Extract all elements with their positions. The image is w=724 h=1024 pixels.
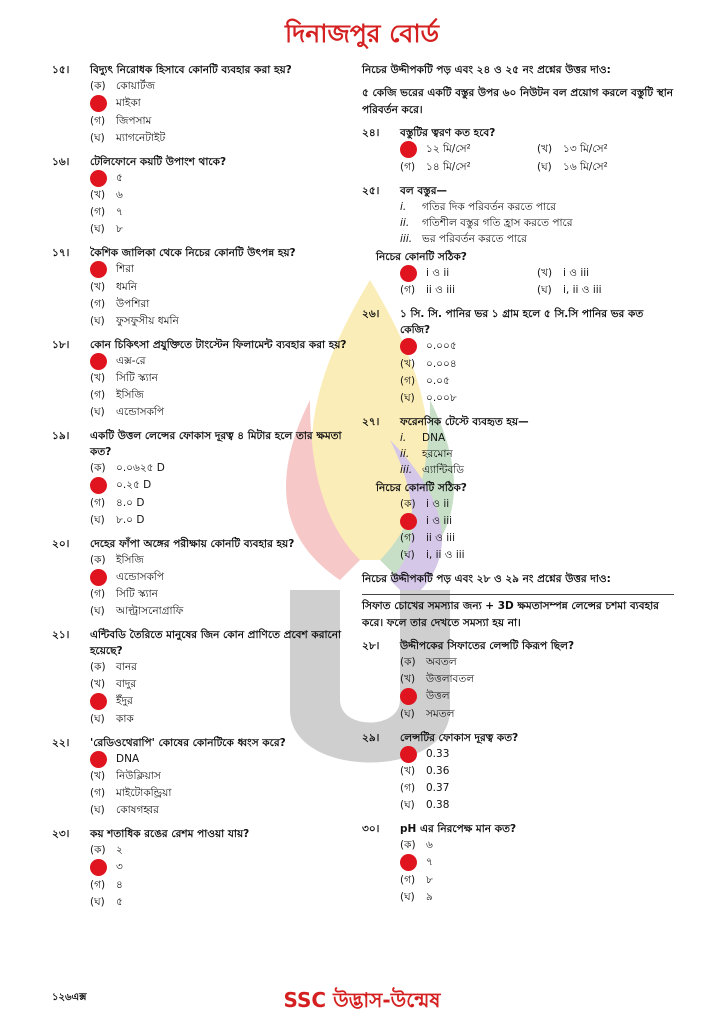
option-letter xyxy=(90,569,116,587)
option-letter: (গ) xyxy=(90,297,106,310)
question-block xyxy=(52,428,354,529)
question-block xyxy=(52,337,354,422)
statement-numeral: iii. xyxy=(400,463,413,476)
statement-numeral: iii. xyxy=(400,232,413,245)
question-number: ১৬। xyxy=(52,155,70,168)
option-text: i, ii ও iii xyxy=(426,549,465,561)
question-text: দেহের ফাঁপা অঙ্গের পরীক্ষায় কোনটি ব্যবহার হয়? xyxy=(90,537,295,550)
question-number: ২২। xyxy=(52,736,70,749)
option-letter: (ঘ) xyxy=(90,131,105,144)
correct-answer-dot xyxy=(90,569,107,586)
answer-option[interactable] xyxy=(537,282,674,299)
option-letter: (ঘ) xyxy=(400,799,415,811)
option-text: i ও ii xyxy=(426,266,450,279)
option-letter xyxy=(400,338,426,356)
page-code: ১২৬এক্স xyxy=(52,992,87,1003)
options-list xyxy=(362,746,674,815)
statements xyxy=(362,199,674,247)
answer-option[interactable] xyxy=(362,547,674,564)
answer-option[interactable] xyxy=(52,512,354,529)
question-number: ২০। xyxy=(52,537,70,550)
statement-text: DNA xyxy=(422,431,446,444)
answer-option[interactable] xyxy=(52,768,354,785)
option-text: ৮ xyxy=(116,223,123,235)
option-letter: (ঘ) xyxy=(400,707,415,720)
option-letter xyxy=(400,746,426,764)
stimulus-text: সিফাত চোখের সমস্যার জন্য + 3D ক্ষমতাসম্পন্ন লেন্সের চশমা ব্যবহার করে। ফলে তার দেখতে সমস্যা হয় না। xyxy=(362,594,674,632)
question-number: ২৭। xyxy=(362,415,380,428)
option-text: ৮.০ D xyxy=(116,513,145,526)
answer-option[interactable] xyxy=(52,370,354,387)
option-text: উত্তল xyxy=(426,690,450,703)
option-text: i ও iii xyxy=(426,514,453,527)
correct-answer-dot xyxy=(90,170,107,187)
correct-answer-dot xyxy=(90,95,107,112)
option-letter: (ঘ) xyxy=(400,890,415,903)
option-letter: (ঘ) xyxy=(90,406,105,418)
option-letter xyxy=(90,859,116,877)
answer-option[interactable] xyxy=(362,496,674,513)
option-text: ৬ xyxy=(116,189,123,201)
option-text: কাক xyxy=(116,712,134,725)
answer-option[interactable] xyxy=(52,279,354,296)
option-letter: (ঘ) xyxy=(90,605,105,617)
answer-option[interactable] xyxy=(52,170,354,188)
answer-option[interactable] xyxy=(52,603,354,620)
option-letter: (খ) xyxy=(400,765,416,777)
answer-option[interactable] xyxy=(362,390,674,407)
options-list xyxy=(362,837,674,906)
footer-brand: SSC উদ্ভাস-উন্মেষ xyxy=(283,988,441,1012)
answer-option[interactable] xyxy=(362,671,674,688)
option-text: ২ xyxy=(116,844,123,856)
statement-text: গতিশীল বস্তুর গতি হ্রাস করতে পারে xyxy=(422,216,573,229)
option-text: সিটি স্ক্যান xyxy=(116,588,158,600)
question-block xyxy=(52,62,354,147)
option-letter xyxy=(90,261,116,279)
option-letter: (ঘ) xyxy=(90,223,105,235)
question-number: ২৬। xyxy=(362,308,380,320)
answer-option[interactable] xyxy=(400,159,537,176)
answer-option[interactable] xyxy=(362,688,674,706)
option-text: ০.০০৮ xyxy=(426,391,457,404)
option-text: ধমনি xyxy=(116,280,137,293)
option-text: 0.38 xyxy=(426,799,450,811)
statement xyxy=(362,446,674,462)
option-text: DNA xyxy=(116,752,140,765)
option-letter: (খ) xyxy=(90,280,106,293)
answer-option[interactable] xyxy=(52,313,354,330)
question-28 xyxy=(362,638,674,723)
answer-option[interactable] xyxy=(362,763,674,780)
answer-option[interactable] xyxy=(52,95,354,113)
answer-option[interactable] xyxy=(52,78,354,95)
option-letter: (গ) xyxy=(400,873,416,886)
question-text: একটি উত্তল লেন্সের ফোকাস দূরত্ব ৪ মিটার হলে তার ক্ষমতা কত? xyxy=(90,430,342,458)
option-letter: (ক) xyxy=(90,462,106,474)
option-text: মাইকা xyxy=(116,97,141,110)
option-letter: (গ) xyxy=(90,114,106,127)
option-text: ৪ xyxy=(116,878,123,891)
option-letter xyxy=(90,477,116,495)
option-letter: (খ) xyxy=(400,673,416,685)
option-text: মাইটোকন্ড্রিয়া xyxy=(116,787,172,799)
option-letter: (গ) xyxy=(90,496,106,509)
question-number: ২৮। xyxy=(362,640,380,652)
option-text: ৯ xyxy=(426,890,433,903)
options-grid xyxy=(362,265,674,300)
option-letter xyxy=(400,854,426,872)
option-letter: (খ) xyxy=(90,770,106,782)
option-letter: (ক) xyxy=(90,80,106,92)
option-text: i ও iii xyxy=(563,266,590,279)
statement-numeral: ii. xyxy=(400,216,410,229)
option-text: জিপসাম xyxy=(116,114,152,127)
option-text: ১২ মি/সে² xyxy=(426,143,471,156)
answer-option[interactable] xyxy=(52,460,354,477)
option-letter xyxy=(90,170,116,188)
option-letter: (গ) xyxy=(90,787,106,799)
answer-option[interactable] xyxy=(52,552,354,569)
answer-option[interactable] xyxy=(52,221,354,238)
question-text: বিদ্যুৎ নিরোধক হিসাবে কোনটি ব্যবহার করা হয়? xyxy=(90,64,292,76)
answer-option[interactable] xyxy=(52,693,354,711)
question-24 xyxy=(362,125,674,176)
option-text: ১৩ মি/সে² xyxy=(563,143,608,156)
question-text: এন্টিবডি তৈরিতে মানুষের জিন কোন প্রাণিতে প্রবেশ করানো হয়েছে? xyxy=(90,629,342,657)
option-letter: (খ) xyxy=(537,143,553,156)
answer-option[interactable] xyxy=(52,659,354,676)
question-block xyxy=(52,627,354,728)
correct-answer-dot xyxy=(400,746,417,763)
option-text: ০.০০৫ xyxy=(426,340,457,353)
option-letter: (ঘ) xyxy=(90,895,105,908)
answer-option[interactable] xyxy=(537,141,674,159)
option-text: ৭ xyxy=(426,856,433,869)
option-text: ৭ xyxy=(116,206,123,218)
statements xyxy=(362,430,674,478)
option-text: কোয়ার্টজ xyxy=(116,80,155,92)
option-letter: (ঘ) xyxy=(90,804,105,816)
answer-option[interactable] xyxy=(52,711,354,728)
option-letter: (গ) xyxy=(400,782,416,794)
answer-option[interactable] xyxy=(52,586,354,603)
question-text: কয় শতাধিক রঙের রেশম পাওয়া যায়? xyxy=(90,828,250,840)
option-letter: (গ) xyxy=(400,374,416,387)
option-text: উপশিরা xyxy=(116,297,150,310)
statement xyxy=(362,231,674,247)
question-text: ফরেনসিক টেস্টে ব্যবহৃত হয়— xyxy=(400,415,529,428)
option-letter: (ক) xyxy=(90,661,106,673)
statement-text: হরমোন xyxy=(422,447,453,460)
sub-question: নিচের কোনটি সঠিক? xyxy=(376,250,467,263)
question-27 xyxy=(362,414,674,565)
option-letter: (গ) xyxy=(90,878,106,891)
answer-option[interactable] xyxy=(362,530,674,547)
statement-text: এ্যান্টিবডি xyxy=(422,463,464,476)
question-text: pH এর নিরপেক্ষ মান কত? xyxy=(400,823,517,835)
answer-option[interactable] xyxy=(362,780,674,797)
question-number: ১৫। xyxy=(52,64,70,76)
question-number: ২৫। xyxy=(362,184,380,197)
question-text: টেলিফোনে কয়টি উপাংশ থাকে? xyxy=(90,155,227,168)
option-text: ফুসফুসীয় ধমনি xyxy=(116,314,179,327)
answer-option[interactable] xyxy=(362,373,674,390)
option-letter: (ঘ) xyxy=(537,160,552,173)
option-letter xyxy=(90,751,116,769)
answer-option[interactable] xyxy=(52,353,354,371)
option-text: বাদুর xyxy=(116,678,137,690)
option-letter: (গ) xyxy=(90,206,106,218)
option-letter xyxy=(400,141,426,159)
answer-option[interactable] xyxy=(52,877,354,894)
question-number: ২৪। xyxy=(362,127,380,139)
options-list xyxy=(362,654,674,723)
option-letter: (খ) xyxy=(90,189,106,201)
statement-numeral: ii. xyxy=(400,447,410,460)
option-letter: (খ) xyxy=(537,266,553,279)
correct-answer-dot xyxy=(400,513,417,530)
question-text: উদ্দীপকের সিফাতের লেন্সটি কিরূপ ছিল? xyxy=(400,640,575,652)
answer-option[interactable] xyxy=(362,513,674,531)
left-column xyxy=(52,62,354,918)
answer-option[interactable] xyxy=(52,296,354,313)
option-text: i ও ii xyxy=(426,497,450,510)
question-number: ১৮। xyxy=(52,338,70,351)
question-29 xyxy=(362,730,674,815)
answer-option[interactable] xyxy=(400,265,537,283)
statement-text: গতির দিক পরিবর্তন করতে পারে xyxy=(422,200,557,213)
option-letter: (ক) xyxy=(400,656,416,668)
options-list xyxy=(362,338,674,407)
answer-option[interactable] xyxy=(52,404,354,421)
option-text: বানর xyxy=(116,661,137,673)
option-text: এন্ডোসকপি xyxy=(116,570,165,583)
option-text: অবতল xyxy=(426,656,457,668)
question-number: ২১। xyxy=(52,629,70,641)
option-text: ১৬ মি/সে² xyxy=(563,160,608,173)
option-letter: (খ) xyxy=(90,372,106,384)
correct-answer-dot xyxy=(90,751,107,768)
answer-option[interactable] xyxy=(52,569,354,587)
answer-option[interactable] xyxy=(362,706,674,723)
correct-answer-dot xyxy=(400,854,417,871)
option-letter xyxy=(400,265,426,283)
answer-option[interactable] xyxy=(537,159,674,176)
option-letter: (ক) xyxy=(400,497,416,510)
option-letter: (ঘ) xyxy=(90,314,105,327)
option-letter: (গ) xyxy=(400,284,416,296)
option-text: কোষগহ্বর xyxy=(116,804,159,816)
option-letter xyxy=(90,95,116,113)
option-text: 0.37 xyxy=(426,782,450,794)
stimulus-intro: নিচের উদ্দীপকটি পড় এবং ২৪ ও ২৫ নং প্রশ্নের উত্তর দাও: xyxy=(362,64,611,76)
sub-question: নিচের কোনটি সঠিক? xyxy=(376,481,467,494)
answer-option[interactable] xyxy=(362,889,674,906)
correct-answer-dot xyxy=(400,338,417,355)
correct-answer-dot xyxy=(400,688,417,705)
answer-option[interactable] xyxy=(52,894,354,911)
question-26 xyxy=(362,306,674,407)
answer-option[interactable] xyxy=(52,477,354,495)
statement-text: ভর পরিবর্তন করতে পারে xyxy=(422,232,527,245)
answer-option[interactable] xyxy=(362,356,674,373)
statement xyxy=(362,462,674,478)
answer-option[interactable] xyxy=(362,797,674,814)
option-letter xyxy=(400,513,426,531)
option-letter xyxy=(90,353,116,371)
correct-answer-dot xyxy=(90,261,107,278)
option-text: ৩ xyxy=(116,861,123,874)
answer-option[interactable] xyxy=(52,113,354,130)
question-block xyxy=(52,735,354,820)
answer-option[interactable] xyxy=(52,842,354,859)
answer-option[interactable] xyxy=(400,141,537,159)
question-block xyxy=(52,245,354,330)
page-title: দিনাজপুর বোর্ড xyxy=(285,19,439,48)
correct-answer-dot xyxy=(90,477,107,494)
question-text: বল বস্তুর— xyxy=(400,184,447,197)
option-letter: (ঘ) xyxy=(90,712,105,725)
answer-option[interactable] xyxy=(52,802,354,819)
answer-option[interactable] xyxy=(52,676,354,693)
option-letter: (ক) xyxy=(90,553,106,566)
correct-answer-dot xyxy=(400,141,417,158)
option-text: এক্স-রে xyxy=(116,354,146,367)
question-block xyxy=(52,536,354,621)
correct-answer-dot xyxy=(90,693,107,710)
question-25 xyxy=(362,183,674,300)
option-text: 0.36 xyxy=(426,765,450,777)
question-text: ১ সি. সি. পানির ভর ১ গ্রাম হলে ৫ সি.সি পানির ভর কত কেজি? xyxy=(400,308,644,336)
option-text: ইসিজি xyxy=(116,389,144,401)
statement-numeral: i. xyxy=(400,200,407,213)
question-block xyxy=(52,154,354,239)
question-30 xyxy=(362,821,674,906)
option-text: ০.০৬২৫ D xyxy=(116,462,165,474)
stimulus-text: ৫ কেজি ভরের একটি বস্তুর উপর ৬০ নিউটন বল প্রয়োগ করলে বস্তুটি স্থান পরিবর্তন করে। xyxy=(362,87,674,116)
option-text: ইঁদুর xyxy=(116,695,133,708)
statement xyxy=(362,430,674,446)
option-letter: (ঘ) xyxy=(400,391,415,404)
option-text: ৫ xyxy=(116,171,123,184)
option-text: ii ও iii xyxy=(426,284,455,296)
answer-option[interactable] xyxy=(537,265,674,283)
option-letter: (খ) xyxy=(400,357,416,370)
option-text: ০.০০৪ xyxy=(426,357,457,370)
option-text: ৬ xyxy=(426,839,433,851)
option-text: নিউক্লিয়াস xyxy=(116,770,161,782)
question-number: ১৭। xyxy=(52,247,70,259)
option-letter xyxy=(400,688,426,706)
statement-numeral: i. xyxy=(400,431,407,444)
answer-option[interactable] xyxy=(362,872,674,889)
options-list xyxy=(362,496,674,565)
stimulus-intro: নিচের উদ্দীপকটি পড় এবং ২৮ ও ২৯ নং প্রশ্নের উত্তর দাও: xyxy=(362,573,611,585)
answer-option[interactable] xyxy=(362,854,674,872)
option-text: ১৪ মি/সে² xyxy=(426,160,471,173)
option-letter: (খ) xyxy=(90,678,106,690)
question-number: ৩০। xyxy=(362,823,380,835)
option-text: i, ii ও iii xyxy=(563,284,602,296)
option-text: ৮ xyxy=(426,873,433,886)
answer-option[interactable] xyxy=(362,746,674,764)
option-text: সিটি স্ক্যান xyxy=(116,372,158,384)
answer-option[interactable] xyxy=(362,338,674,356)
answer-option[interactable] xyxy=(362,654,674,671)
option-letter: (গ) xyxy=(400,532,416,544)
option-letter xyxy=(90,693,116,711)
question-text: 'রেডিওথেরাপি' কোষের কোনটিকে ধ্বংস করে? xyxy=(90,736,286,749)
answer-option[interactable] xyxy=(52,387,354,404)
answer-option[interactable] xyxy=(52,751,354,769)
question-number: ২৩। xyxy=(52,828,70,840)
question-text: বস্তুটির ত্বরণ কত হবে? xyxy=(400,127,496,139)
option-letter: (ঘ) xyxy=(537,284,552,296)
option-text: শিরা xyxy=(116,263,135,276)
option-letter: (ক) xyxy=(400,839,416,851)
option-text: ইসিজি xyxy=(116,553,144,566)
option-letter: (ঘ) xyxy=(400,549,415,561)
option-text: এন্ডোসকপি xyxy=(116,406,165,418)
answer-option[interactable] xyxy=(52,187,354,204)
correct-answer-dot xyxy=(400,265,417,282)
answer-option[interactable] xyxy=(52,261,354,279)
options-grid xyxy=(362,141,674,176)
option-text: ম্যাগনেটাইট xyxy=(116,131,166,144)
answer-option[interactable] xyxy=(400,282,537,299)
answer-option[interactable] xyxy=(52,130,354,147)
question-block xyxy=(52,826,354,911)
question-number: ২৯। xyxy=(362,731,380,744)
question-number: ১৯। xyxy=(52,430,70,442)
option-text: ৫ xyxy=(116,895,123,908)
option-text: উত্তলাবতল xyxy=(426,673,475,685)
correct-answer-dot xyxy=(90,353,107,370)
answer-option[interactable] xyxy=(52,495,354,512)
option-text: 0.33 xyxy=(426,747,450,760)
statement xyxy=(362,215,674,231)
correct-answer-dot xyxy=(90,859,107,876)
option-letter: (ঘ) xyxy=(90,513,105,526)
option-text: সমতল xyxy=(426,707,455,720)
right-column xyxy=(362,62,674,913)
question-text: কোন চিকিৎসা প্রযুক্তিতে টাংস্টেন ফিলামেন্ট ব্যবহার করা হয়? xyxy=(90,338,347,351)
answer-option[interactable] xyxy=(52,204,354,221)
answer-option[interactable] xyxy=(52,859,354,877)
answer-option[interactable] xyxy=(362,837,674,854)
answer-option[interactable] xyxy=(52,785,354,802)
option-text: ০.০৫ xyxy=(426,374,450,387)
option-text: ৪.০ D xyxy=(116,496,145,509)
option-letter: (গ) xyxy=(400,160,416,173)
option-letter: (গ) xyxy=(90,588,106,600)
option-text: ii ও iii xyxy=(426,532,455,544)
question-text: লেন্সটির ফোকাস দূরত্ব কত? xyxy=(400,731,519,744)
option-text: ০.২৫ D xyxy=(116,479,152,492)
question-text: কৈশিক জালিকা থেকে নিচের কোনটি উৎপন্ন হয়? xyxy=(90,247,296,259)
option-letter: (ক) xyxy=(90,844,106,856)
statement xyxy=(362,199,674,215)
option-letter: (গ) xyxy=(90,389,106,401)
option-text: আল্ট্রাসনোগ্রাফি xyxy=(116,605,184,617)
